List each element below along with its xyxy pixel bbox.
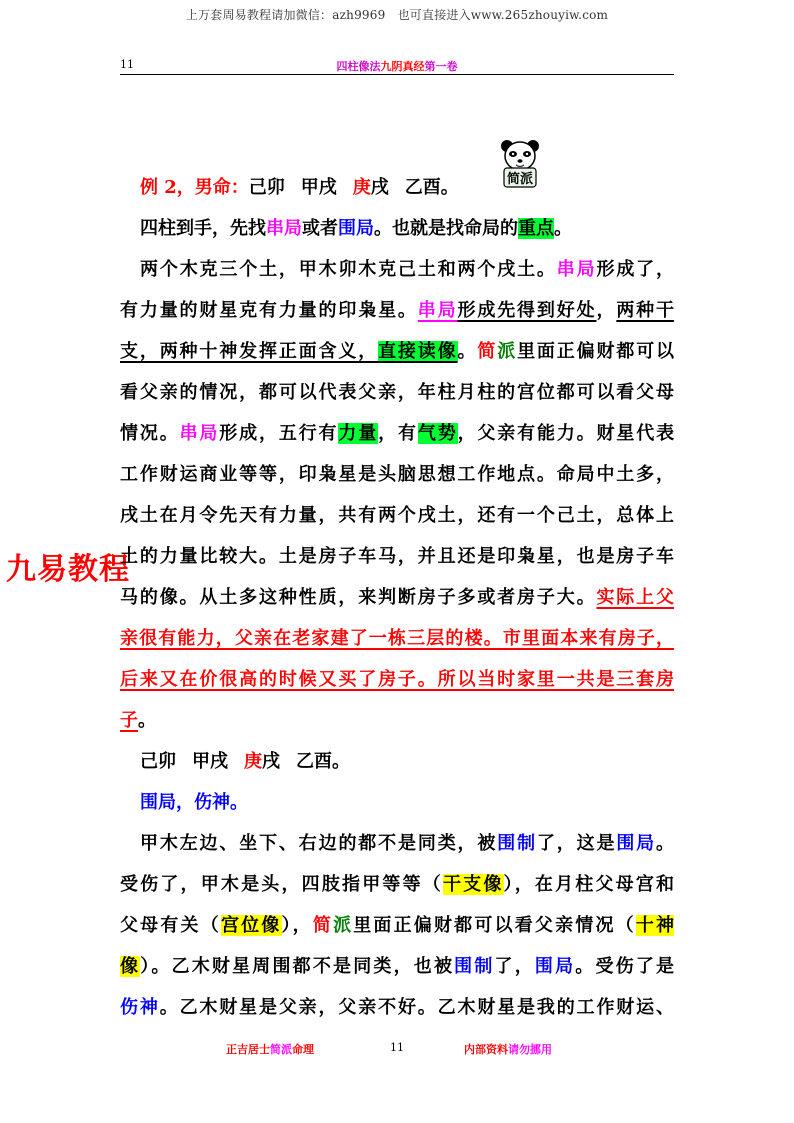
highlight-gongweixiang: 宫位像	[220, 915, 282, 936]
text-run: 。乙木财星是父亲，父亲不好。乙木财星是我的工作财运、	[159, 997, 675, 1018]
text-run: 形成了，	[596, 259, 675, 280]
stamp-text: 简派	[506, 172, 534, 187]
text-line-4	[120, 290, 674, 331]
highlight-direct-read: 直接读像	[378, 341, 458, 362]
underlined-text: 两种干	[616, 300, 675, 321]
text-run: 。	[656, 833, 675, 854]
text-line-13	[120, 659, 674, 700]
header-title-part2: 九阴真经	[380, 60, 425, 73]
keyword-jian: 简	[477, 341, 498, 362]
text-run: 。	[457, 341, 478, 362]
text-line-5	[120, 331, 674, 372]
text-line-20	[120, 946, 674, 987]
text-line-17	[120, 823, 674, 864]
text-run: 。	[138, 710, 156, 731]
highlight-qishi: 气势	[417, 423, 458, 444]
top-watermark: 上万套周易教程请加微信：azh9969 也可直接进入www.265zhouyiw.com	[185, 8, 609, 22]
underlined-red-text: 亲很有能力，父亲在老家建了一栋三层的楼。市里面本来有房子，	[120, 628, 674, 649]
text-run: 或者	[302, 218, 338, 239]
text-line-9: 戌土在月令先天有力量，共有两个戌土，还有一个己土，总体上	[120, 505, 674, 526]
header-page-number: 11	[120, 58, 134, 71]
text-line-19	[120, 905, 674, 946]
footer-school: 简派	[270, 1043, 292, 1056]
header-title	[120, 58, 674, 74]
text-run: 里面正偏财都可以看父亲情况（	[353, 915, 636, 936]
underlined-red-text: 子	[120, 710, 138, 731]
text-run: 父母有关（	[120, 915, 221, 936]
footer-author: 正吉居士	[226, 1043, 270, 1056]
text-run: 甲木左边、坐下、右边的都不是同类，被	[140, 833, 498, 854]
text-line-12	[120, 618, 674, 659]
page-footer	[0, 1041, 794, 1059]
text-run: 。也就是找命局的	[374, 218, 518, 239]
underlined-red-text: 后来又在价很高的时候又买了房子。所以当时家里一共是三套房	[120, 669, 674, 690]
text-line-21	[120, 987, 674, 1028]
text-run: 里面正偏财都可以	[517, 341, 675, 362]
pillar-1: 己卯	[248, 177, 285, 198]
pillar-2: 甲戌	[300, 177, 337, 198]
pillars-repeat-line	[120, 741, 674, 782]
highlight-xiang: 像	[120, 956, 141, 977]
pillar-3-stem: 庚	[352, 177, 371, 198]
highlight-ganzhixiang: 干支像	[442, 874, 504, 895]
keyword-chuanju: 串局	[556, 259, 597, 280]
underlined-red-text: 实际上父	[596, 587, 675, 608]
footer-internal: 内部资料	[464, 1043, 508, 1056]
subheading-line	[120, 782, 674, 823]
pillar-2: 甲戌	[192, 751, 228, 772]
text-run: 两个木克三个土，甲木卯木克己土和两个戌土。	[140, 259, 557, 280]
text-line-6: 看父亲的情况，都可以代表父亲，年柱月柱的宫位都可以看父母	[120, 382, 674, 403]
side-watermark: 九易教程	[6, 552, 130, 587]
keyword-weiju: 围局	[534, 956, 576, 977]
page-header	[120, 56, 674, 75]
keyword-chuanju: 串局	[266, 218, 302, 239]
keyword-jian: 简	[312, 915, 334, 936]
text-run: ）。乙木财星周围都不是同类，也被	[140, 956, 455, 977]
subheading: 围局，伤神。	[140, 792, 248, 813]
keyword-weiju: 围局	[338, 218, 374, 239]
text-run: 。受伤了是	[575, 956, 675, 977]
text-run: 情况。	[120, 423, 180, 444]
pillar-3-branch: 戌	[370, 177, 389, 198]
pillar-1: 己卯	[140, 751, 176, 772]
footer-page-number: 11	[390, 1041, 404, 1054]
pillar-3-branch: 戌	[262, 751, 280, 772]
pillar-4: 乙酉。	[296, 751, 350, 772]
text-run: ，有	[378, 423, 418, 444]
text-run: 了，	[494, 956, 535, 977]
keyword-weizhi: 围制	[454, 956, 495, 977]
article-body	[120, 167, 674, 1028]
text-run: 有力量的财星克有力量的印枭星。	[120, 300, 418, 321]
footer-left	[226, 1041, 314, 1057]
keyword-chuanju: 串局	[179, 423, 220, 444]
keyword-weizhi: 围制	[497, 833, 537, 854]
pillar-3-stem: 庚	[244, 751, 262, 772]
underlined-text: 支，两种十神发挥正面含义，	[120, 341, 379, 362]
keyword-shangshen: 伤神	[120, 997, 160, 1018]
text-run: ，	[596, 300, 617, 321]
text-run: 形成，五行有	[219, 423, 339, 444]
keyword-chuanju: 串局	[417, 300, 458, 321]
footer-mingli: 命理	[292, 1043, 314, 1056]
text-run: ），	[281, 915, 313, 936]
text-line-3	[120, 249, 674, 290]
text-line-2	[120, 208, 674, 249]
text-line-14	[120, 700, 674, 741]
header-title-part1: 四柱像法	[336, 60, 381, 73]
text-line-7	[120, 413, 674, 454]
text-run: ，父亲有能力。财星代表	[457, 423, 675, 444]
text-line-8: 工作财运商业等等，印枭星是头脑思想工作地点。命局中土多，	[120, 464, 674, 485]
header-title-part3: 第一卷	[424, 60, 458, 73]
text-run: 。	[554, 218, 572, 239]
pillar-4: 乙酉。	[404, 177, 459, 198]
highlight-zhongdian: 重点	[518, 218, 554, 239]
text-line-10: 土的力量比较大。土是房子车马，并且还是印枭星，也是房子车	[120, 546, 674, 567]
footer-right	[464, 1041, 552, 1057]
text-run: 受伤了，甲木是头，四肢指甲等等（	[120, 874, 443, 895]
text-run: 了，这是	[536, 833, 617, 854]
highlight-shishen: 十神	[635, 915, 675, 936]
underlined-text: 形成先得到好处	[457, 300, 597, 321]
keyword-pai: 派	[497, 341, 518, 362]
footer-no-misuse: 请勿挪用	[508, 1043, 552, 1056]
keyword-weiju: 围局	[616, 833, 657, 854]
text-run: 马的像。从土多这种性质，来判断房子多或者房子大。	[120, 587, 597, 608]
text-run: 四柱到手，先找	[140, 218, 266, 239]
keyword-pai: 派	[333, 915, 354, 936]
text-line-18	[120, 864, 674, 905]
example-label: 例 2，男命：	[140, 177, 249, 198]
text-line-11	[120, 577, 674, 618]
highlight-liliang: 力量	[338, 423, 379, 444]
text-run: ），在月柱父母宫和	[503, 874, 675, 895]
example-line	[120, 167, 674, 208]
